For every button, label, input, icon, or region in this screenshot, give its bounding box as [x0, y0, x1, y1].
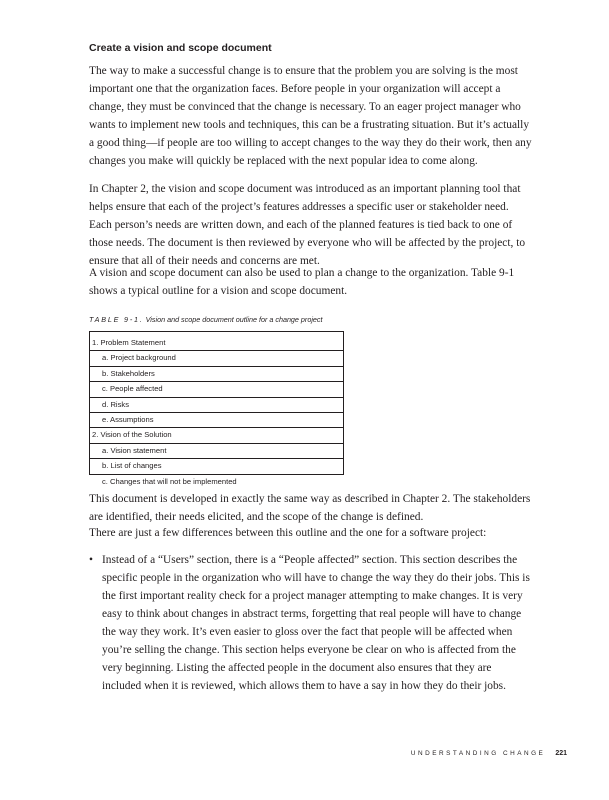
paragraph: This document is developed in exactly the same way as described in Chapter 2. The stakeholders are identified, their needs elicited, and the scope of the change is defined. — [89, 493, 531, 523]
paragraph: In Chapter 2, the vision and scope document was introduced as an important planning tool that helps ensure that each of the project’s features addresses a specific user or stakeholder need. Each person’s needs are written down, and each of the planned features is tied back to one of those needs. The document is then reviewed by everyone who will be affected by the project, to ensure that all of their needs and concerns are met. — [89, 183, 526, 267]
outline-item: b. List of changes — [102, 461, 162, 471]
paragraph: There are just a few differences between this outline and the one for a software project: — [89, 527, 487, 539]
page-number: 221 — [555, 750, 567, 757]
table-caption — [89, 315, 323, 324]
outline-item: d. Risks — [102, 399, 130, 409]
outline-table — [89, 331, 344, 486]
table-caption-text: Vision and scope document outline for a change project — [145, 315, 323, 324]
bullet-icon: • — [89, 554, 93, 566]
outline-item: c. Changes that will not be implemented — [102, 476, 237, 486]
section-heading: Create a vision and scope document — [89, 42, 272, 54]
outline-item: e. Assumptions — [102, 414, 154, 424]
outline-section: 1. Problem Statement — [92, 338, 166, 347]
bullet-list — [89, 551, 533, 695]
list-item-text: Instead of a “Users” section, there is a “People affected” section. This section describes the specific people in the organization who will have to change the way they do their jobs. This is the first important reality check for a project manager attempting to make changes. It is very easy to think about changes in abstract terms, forgetting that real people will have to change the way they work. It’s even easier to gloss over the fact that people will be affected when you’re selling the change. This section helps everyone be clear on who is affected from the very beginning. Listing the affected people in the document also ensures that they are included when it is reviewed, which allows them to have a say in how they do their jobs. — [102, 554, 530, 692]
outline-section: 2. Vision of the Solution — [92, 430, 172, 440]
outline-item: c. People affected — [102, 384, 163, 394]
outline-item: a. Project background — [102, 353, 176, 363]
outline-item: b. Stakeholders — [102, 368, 155, 378]
footer-section-title: UNDERSTANDING CHANGE — [410, 750, 546, 757]
paragraph: A vision and scope document can also be used to plan a change to the organization. Table 9-1 shows a typical outline for a vision and scope document. — [89, 267, 515, 297]
table-label: TABLE 9-1. — [89, 315, 144, 324]
running-footer — [0, 750, 567, 757]
list-item — [89, 551, 533, 695]
outline-item: a. Vision statement — [102, 445, 167, 455]
paragraph: The way to make a successful change is to ensure that the problem you are solving is the most important one that the organization faces. Before people in your organization will accept a change, they must be convinced that the change is necessary. To an eager project manager who wants to implement new tools and techniques, this can be a frustrating situation. But it’s actually a good thing—if people are too willing to accept changes to the way they do their work, then any changes you make will quickly be replaced with the next popular idea to come along. — [89, 65, 532, 167]
